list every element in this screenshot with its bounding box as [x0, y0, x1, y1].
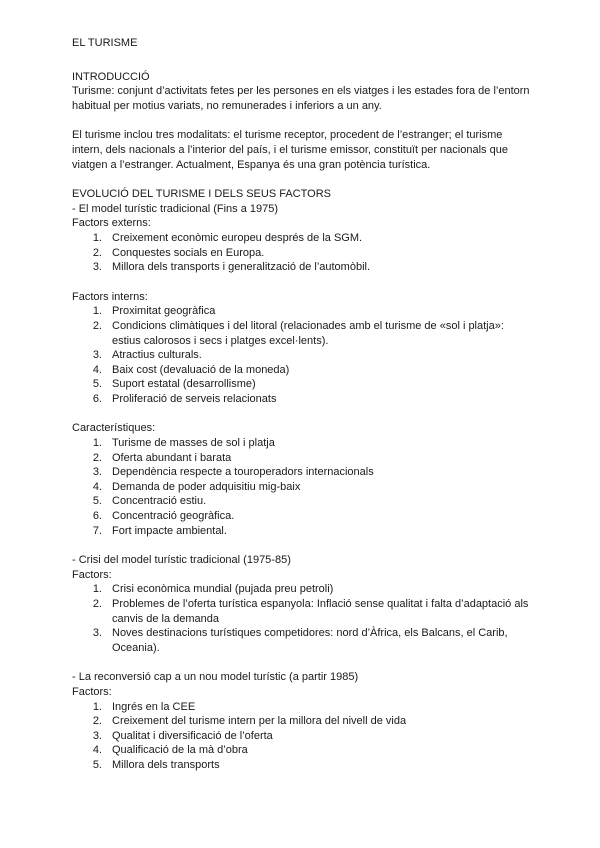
list-item-number: 3. [92, 261, 102, 274]
intro-definition: Turisme: conjunt d’activitats fetes per les persones en els viatges i les estades fora de l’entorn habitual per motius variats, no remunerades i inferiors a un any. [72, 85, 530, 112]
list-item-text: Suport estatal (desarrollisme) [112, 378, 256, 391]
list-item-number: 5. [92, 495, 102, 508]
list-item-number: 1. [92, 231, 102, 244]
list-item-number: 6. [92, 510, 102, 523]
intro-modalities: El turisme inclou tres modalitats: el turisme receptor, procedent de l’estranger; el turisme intern, dels nacionals a l’interior del país, i el turisme emissor, constituït per nacionals que viatgen a l’estranger. Actualment, Espanya és una gran potència turística. [72, 129, 508, 171]
crisis-model-title: - Crisi del model turístic tradicional (1975-85) [72, 554, 291, 567]
list-item [72, 524, 532, 539]
list-item-number: 1. [92, 305, 102, 318]
list-item-number: 2. [92, 319, 102, 332]
list-item-number: 5. [92, 758, 102, 771]
list-item [72, 377, 532, 392]
list-item-text: Proliferació de serveis relacionats [112, 392, 277, 405]
list-item-number: 1. [92, 437, 102, 450]
internal-factors-list [72, 304, 532, 406]
list-item [72, 700, 532, 715]
list-item-text: Creixement del turisme intern per la millora del nivell de vida [112, 715, 407, 728]
list-item-text: Creixement econòmic europeu després de la SGM. [112, 231, 363, 244]
list-item-text: Millora dels transports [112, 758, 220, 771]
document-page [72, 36, 532, 773]
list-item-text: Dependència respecte a touroperadors internacionals [112, 466, 374, 479]
list-item-text: Turisme de masses de sol i platja [112, 437, 275, 450]
list-item-number: 2. [92, 451, 102, 464]
list-item [72, 363, 532, 378]
list-item-number: 2. [92, 246, 102, 259]
list-item [72, 392, 532, 407]
reconversion-factors-label: Factors: [72, 685, 112, 698]
characteristics-label: Característiques: [72, 422, 156, 435]
external-factors-label: Factors externs: [72, 217, 151, 230]
list-item [72, 480, 532, 495]
list-item [72, 729, 532, 744]
list-item-text: Demanda de poder adquisitiu mig-baix [112, 480, 301, 493]
list-item-text: Oferta abundant i barata [112, 451, 232, 464]
list-item-text: Qualitat i diversificació de l’oferta [112, 729, 273, 742]
list-item [72, 231, 532, 246]
list-item-number: 3. [92, 729, 102, 742]
list-item-number: 5. [92, 378, 102, 391]
reconversion-model-title: - La reconversió cap a un nou model turístic (a partir 1985) [72, 671, 359, 684]
crisis-factors-label: Factors: [72, 568, 112, 581]
list-item-number: 7. [92, 524, 102, 537]
list-item-number: 2. [92, 715, 102, 728]
list-item [72, 494, 532, 509]
list-item [72, 509, 532, 524]
document-title: EL TURISME [72, 37, 138, 49]
list-item [72, 436, 532, 451]
characteristics-list [72, 436, 532, 538]
reconversion-factors-list [72, 700, 532, 773]
list-item-number: 6. [92, 392, 102, 405]
list-item-text: Atractius culturals. [112, 349, 202, 362]
crisis-factors-list [72, 582, 532, 655]
list-item [72, 319, 532, 348]
list-item-text: Concentració geogràfica. [112, 510, 235, 523]
list-item-number: 4. [92, 480, 102, 493]
internal-factors-label: Factors interns: [72, 290, 148, 303]
list-item [72, 246, 532, 261]
list-item-number: 3. [92, 627, 102, 640]
list-item-number: 3. [92, 466, 102, 479]
intro-heading: INTRODUCCIÓ [72, 70, 150, 83]
list-item-text: Problemes de l’oferta turística espanyola: Inflació sense qualitat i falta d’adaptació als canvis de la demanda [112, 598, 529, 625]
list-item-number: 4. [92, 363, 102, 376]
list-item [72, 465, 532, 480]
list-item-number: 3. [92, 349, 102, 362]
list-item-text: Conquestes socials en Europa. [112, 246, 265, 259]
list-item-number: 4. [92, 744, 102, 757]
evolution-heading: EVOLUCIÓ DEL TURISME I DELS SEUS FACTORS [72, 188, 331, 201]
list-item-text: Qualificació de la mà d’obra [112, 744, 248, 757]
list-item [72, 304, 532, 319]
list-item-text: Fort impacte ambiental. [112, 524, 227, 537]
list-item [72, 597, 532, 626]
list-item-text: Millora dels transports i generalització de l’automòbil. [112, 261, 371, 274]
list-item [72, 758, 532, 773]
traditional-model-title: - El model turístic tradicional (Fins a 1975) [72, 202, 279, 215]
list-item [72, 260, 532, 275]
list-item-number: 1. [92, 700, 102, 713]
list-item [72, 348, 532, 363]
list-item-text: Baix cost (devaluació de la moneda) [112, 363, 290, 376]
list-item [72, 582, 532, 597]
list-item-text: Condicions climàtiques i del litoral (relacionades amb el turisme de «sol i platja»: estius calorosos i secs i platges excel·lents). [112, 319, 504, 347]
list-item-text: Crisi econòmica mundial (pujada preu petroli) [112, 583, 334, 596]
list-item-text: Proximitat geogràfica [112, 305, 216, 318]
list-item-number: 2. [92, 598, 102, 610]
external-factors-list [72, 231, 532, 275]
list-item [72, 714, 532, 729]
list-item [72, 743, 532, 758]
list-item [72, 451, 532, 466]
list-item-text: Ingrés en la CEE [112, 700, 196, 713]
list-item-text: Noves destinacions turístiques competidores: nord d’Àfrica, els Balcans, el Carib, Oceania). [112, 627, 508, 654]
list-item-text: Concentració estiu. [112, 495, 207, 508]
list-item [72, 626, 532, 655]
list-item-number: 1. [92, 583, 102, 596]
